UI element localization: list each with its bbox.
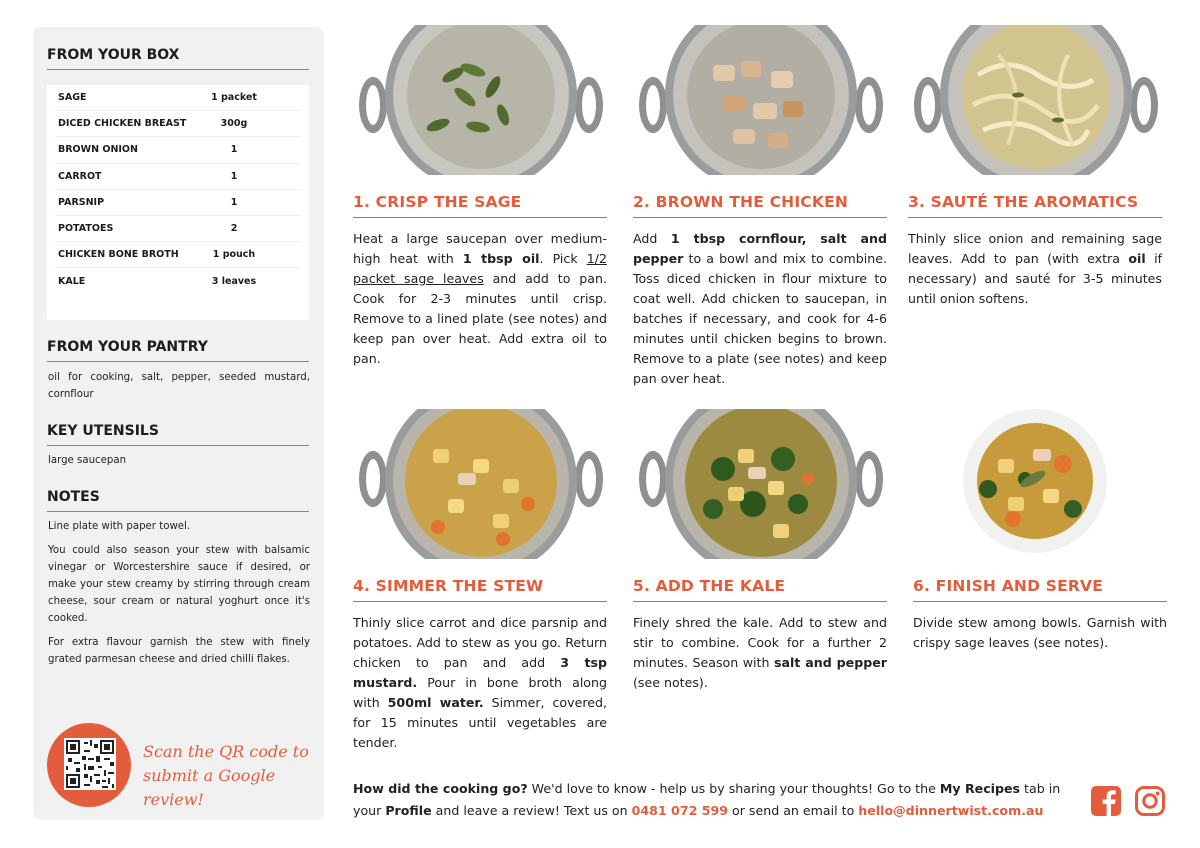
emphasis-text: My Recipes	[939, 781, 1021, 796]
note-paragraph: Line plate with paper towel.	[48, 521, 191, 532]
qr-cta-line: Scan the QR code to	[143, 742, 309, 761]
step-photo-stew-bowl	[913, 409, 1171, 559]
contact-link[interactable]: 0481 072 599	[631, 803, 729, 818]
text-run: Simmer, covered, for 15 minutes until vegetables are tender.	[353, 695, 607, 750]
qr-cta-line: submit a Google review!	[143, 766, 276, 809]
note-paragraph: You could also season your stew with balsamic vinegar or Worcestershire sauce if desired, or make your stew creamy by stirring through cream cheese, sour cream or natural yoghurt once it's cooked.	[48, 545, 310, 624]
qr-review-prompt	[143, 740, 313, 812]
text-run: (see notes).	[633, 675, 708, 690]
emphasis-text: 1 tbsp oil	[462, 251, 540, 266]
ingredient-row	[55, 111, 301, 137]
ingredient-row	[55, 242, 301, 268]
ingredient-quantity: 3 leaves	[211, 275, 257, 287]
step-title: 1. CRISP THE SAGE	[353, 193, 607, 218]
text-run: to a bowl and mix to combine. Toss diced chicken in flour mixture to coat well. Add chicken to saucepan, in batches if necessary, and cook for 4-6 minutes until chicken begins to brown. Remove to a plate (see notes) and keep pan over heat.	[633, 251, 887, 386]
emphasis-text: 500ml water.	[387, 695, 484, 710]
text-run: and leave a review! Text us on	[431, 803, 632, 818]
step-title: 4. SIMMER THE STEW	[353, 577, 607, 602]
step-instructions	[633, 613, 887, 693]
emphasis-text: salt and pepper	[774, 655, 887, 670]
qr-badge	[47, 723, 131, 807]
text-run: Pour in bone broth along with	[353, 675, 607, 710]
text-run: Divide stew among bowls. Garnish with crispy sage leaves (see notes).	[913, 615, 1167, 650]
step-photo-sage-pan	[353, 25, 611, 175]
text-run: We'd love to know - help us by sharing your thoughts! Go to the	[527, 781, 940, 796]
review-footer	[353, 778, 1073, 822]
step-photo-onion-pan	[908, 25, 1166, 175]
ingredient-row	[55, 216, 301, 242]
utensils-text: large saucepan	[48, 455, 127, 466]
text-run: tab in your	[353, 781, 1061, 818]
ingredient-quantity: 1	[230, 144, 238, 156]
ingredient-row	[55, 85, 301, 111]
ingredient-name: DICED CHICKEN BREAST	[58, 118, 187, 130]
ingredient-name: SAGE	[58, 92, 87, 104]
step-title: 6. FINISH AND SERVE	[913, 577, 1167, 602]
from-your-box-table	[47, 85, 309, 320]
ingredient-quantity: 1 pouch	[212, 249, 256, 261]
pantry-text: oil for cooking, salt, pepper, seeded mustard, cornflour	[48, 372, 310, 400]
ingredient-name: CHICKEN BONE BROTH	[58, 249, 179, 261]
note-paragraph: For extra flavour garnish the stew with finely grated parmesan cheese and dried chilli flakes.	[48, 637, 310, 665]
step-title: 2. BROWN THE CHICKEN	[633, 193, 887, 218]
step-title: 5. ADD THE KALE	[633, 577, 887, 602]
qr-code-icon[interactable]	[64, 738, 116, 790]
ingredient-name: BROWN ONION	[58, 144, 138, 156]
emphasis-text: oil	[1128, 251, 1146, 266]
text-run: Add	[633, 231, 671, 246]
ingredient-name: PARSNIP	[58, 196, 105, 208]
text-run: or send an email to	[728, 803, 859, 818]
text-run: Finely shred the kale. Add to stew and stir to combine. Cook for a further 2 minutes. Season with	[633, 615, 887, 670]
step-photo-kale-pan	[633, 409, 891, 559]
step-photo-stew-pan	[353, 409, 611, 559]
ingredient-row	[55, 137, 301, 163]
emphasis-text: 1 tbsp cornflour, salt and pepper	[633, 231, 888, 266]
text-run: if necessary) and sauté for 3-5 minutes until onion softens.	[908, 251, 1162, 306]
step-instructions	[353, 613, 607, 753]
ingredient-row	[55, 190, 301, 216]
ingredient-quantity: 2	[230, 223, 238, 235]
text-run: and add to pan. Cook for 2-3 minutes until crisp. Remove to a lined plate (see notes) and keep pan over heat. Add extra oil to pan.	[353, 271, 607, 366]
emphasis-text: Profile	[385, 803, 432, 818]
emphasis-text: 3 tsp mustard.	[353, 655, 607, 690]
ingredient-row	[55, 164, 301, 190]
step-title: 3. SAUTÉ THE AROMATICS	[908, 193, 1162, 218]
utensils-heading: KEY UTENSILS	[47, 423, 309, 446]
pantry-heading: FROM YOUR PANTRY	[47, 339, 309, 362]
ingredients-sidebar	[33, 27, 324, 820]
ingredient-quantity: 1 packet	[211, 92, 257, 104]
step-instructions	[353, 229, 607, 369]
text-run: Thinly slice onion and remaining sage leaves. Add to pan (with extra	[908, 231, 1162, 266]
notes-text	[48, 518, 310, 675]
contact-link[interactable]: hello@dinnertwist.com.au	[858, 803, 1044, 818]
ingredient-name: POTATOES	[58, 223, 114, 235]
ingredient-quantity: 1	[230, 196, 238, 208]
facebook-icon[interactable]	[1090, 785, 1122, 817]
underlined-text: 1/2 packet sage leaves	[353, 251, 607, 286]
ingredient-name: CARROT	[58, 170, 102, 182]
step-instructions	[913, 613, 1167, 653]
ingredient-row	[55, 268, 301, 294]
step-photo-chicken-pan	[633, 25, 891, 175]
text-run: . Pick	[539, 251, 587, 266]
instagram-icon[interactable]	[1134, 785, 1166, 817]
from-your-box-heading: FROM YOUR BOX	[47, 47, 309, 70]
step-instructions	[908, 229, 1162, 309]
text-run: Thinly slice carrot and dice parsnip and potatoes. Add to stew as you go. Return chicken to pan and add	[353, 615, 607, 670]
ingredient-quantity: 1	[230, 170, 238, 182]
emphasis-text: How did the cooking go?	[353, 781, 528, 796]
text-run: Heat a large saucepan over medium-high heat with	[353, 231, 607, 266]
ingredient-name: KALE	[58, 275, 86, 287]
notes-heading: NOTES	[47, 489, 309, 512]
step-instructions	[633, 229, 887, 389]
ingredient-quantity: 300g	[220, 118, 248, 130]
